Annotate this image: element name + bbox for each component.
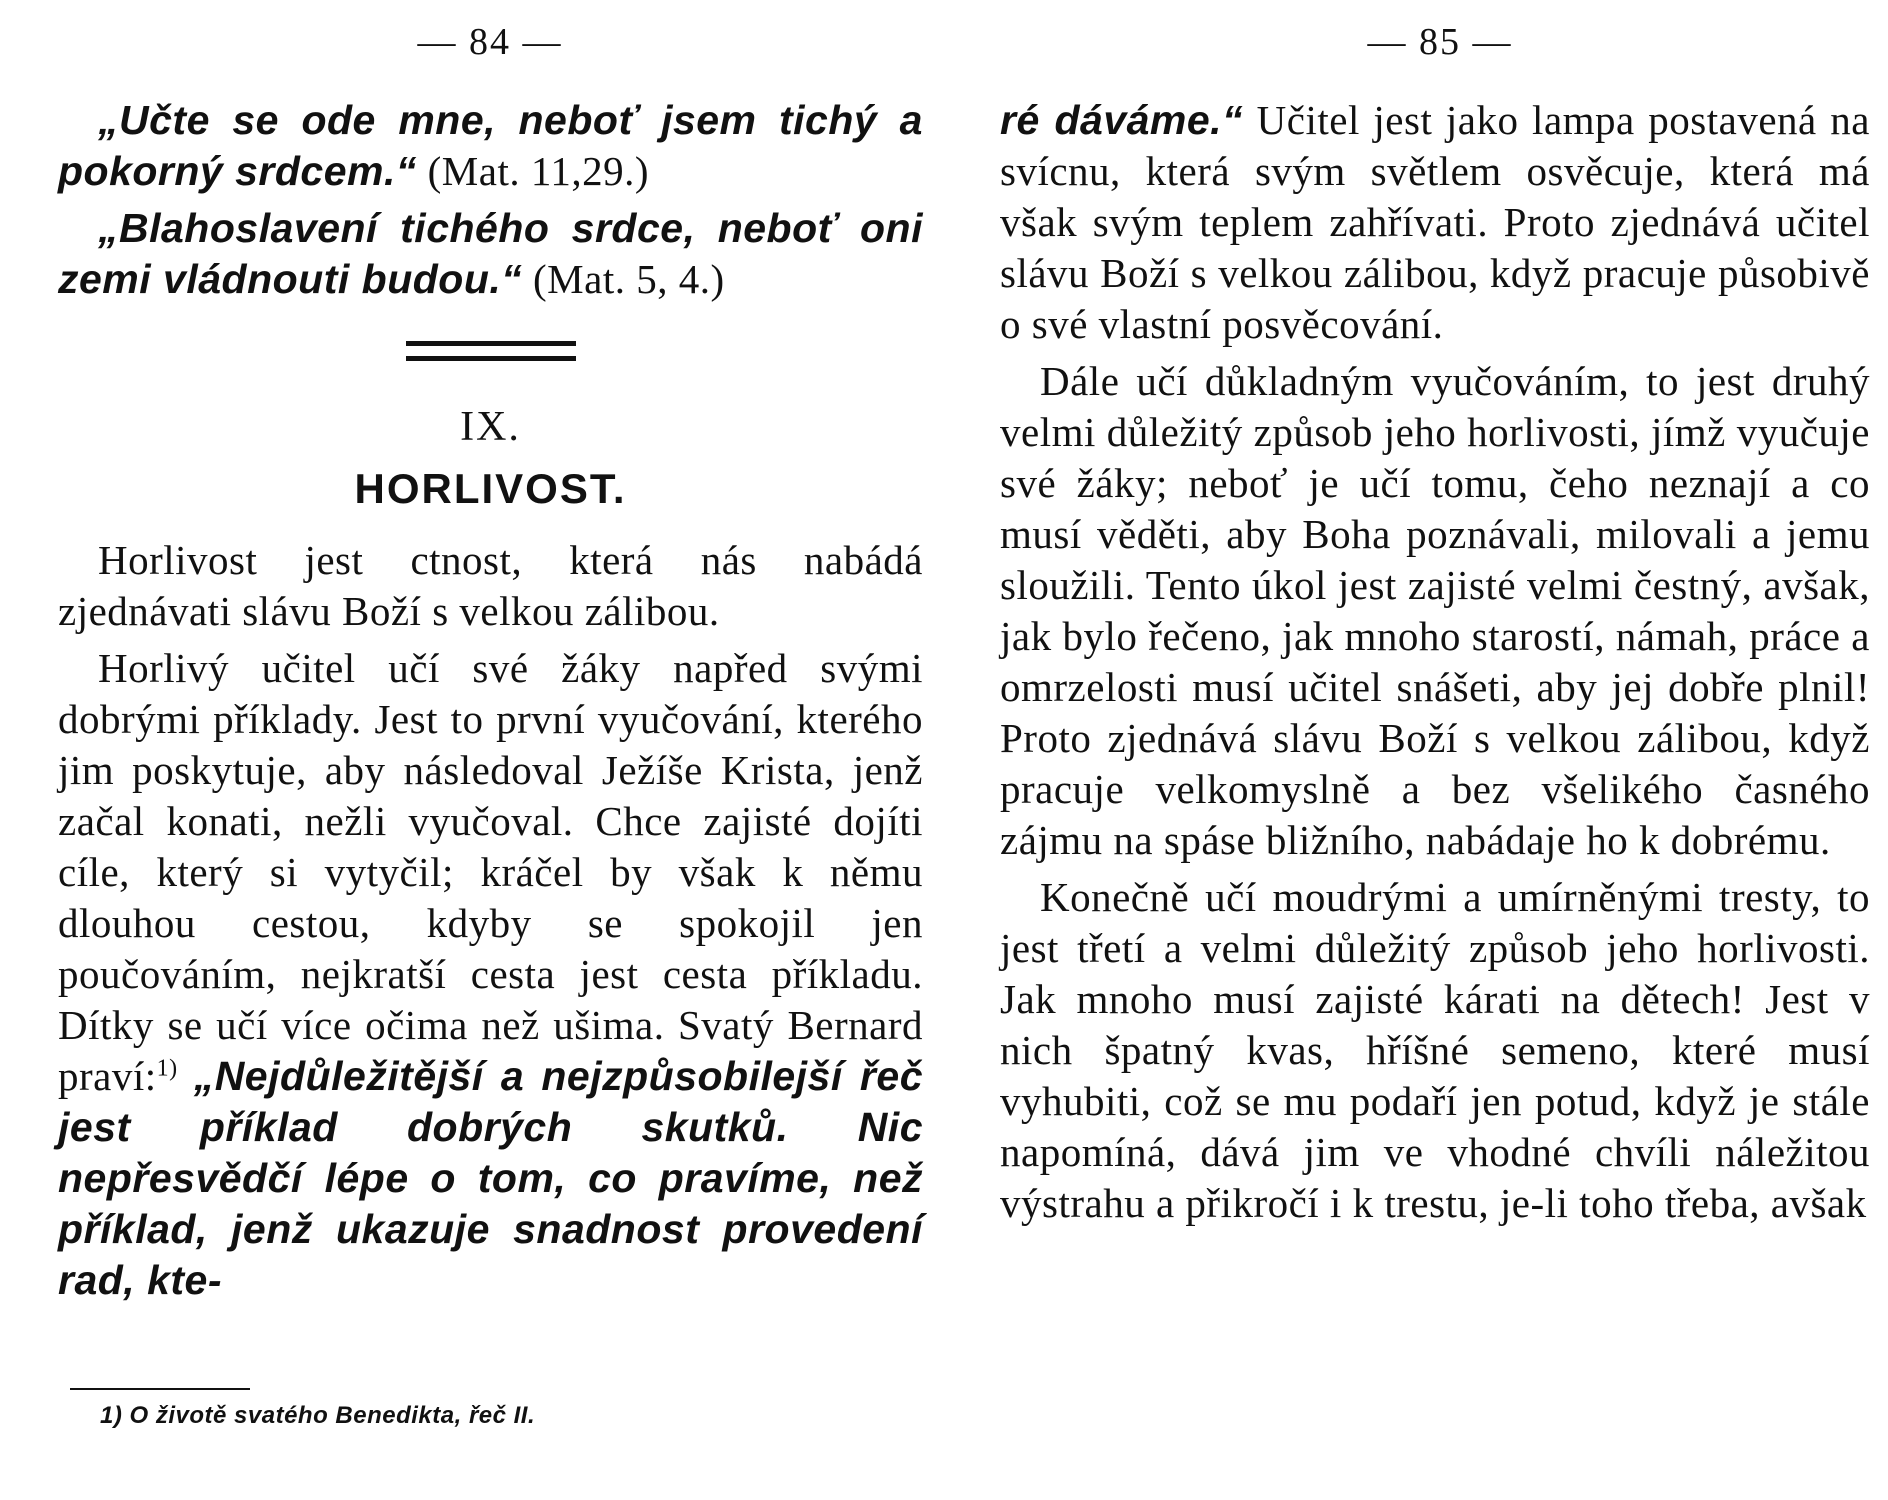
left-page [40,0,923,1500]
paragraph [1000,95,1870,350]
quote-mat-5-4 [58,203,923,305]
quote-text: „Učte se ode mne, neboť jsem tichý a pokorný srdcem.“ [58,97,923,194]
quote-text: „Blahoslavení tichého srdce, neboť oni zemi vládnouti budou.“ [58,205,923,302]
footnote-marker: 1) [156,1055,178,1082]
chapter-number: IX. [460,404,521,450]
left-page-body [58,95,923,1306]
footnote-divider [70,1388,250,1390]
paragraph: Konečně učí moudrými a umírněnými tresty, to jest třetí a velmi důležitý způsob jeho horlivosti. Jak mnoho musí zajisté kárati na dětech! Jest v nich špatný kvas, hříšné semeno, které musí vyhubiti, což se mu podaří jen potud, když je stále napomíná, dává jim ve vhodné chvíli náležitou výstrahu a přikročí i k trestu, je-li toho třeba, avšak [1000,874,1870,1226]
paragraph: Horlivost jest ctnost, která nás nabádá zjednávati slávu Boží s velkou zálibou. [58,537,923,634]
quote-mat-11-29 [58,95,923,197]
paragraph-text: Učitel jest jako lampa postavená na svícnu, která svým světlem osvěcuje, která má však svým teplem zahřívati. Proto zjednává učitel slávu Boží s velkou zálibou, když pracuje působivě o své vlastní posvěcování. [1000,97,1871,347]
double-rule-divider [406,341,576,361]
right-page [1000,0,1880,1500]
paragraph: Dále učí důkladným vyučováním, to jest druhý velmi důležitý způsob jeho horlivosti, jímž vyučuje své žáky; neboť je učí tomu, čeho neznají a co musí věděti, aby Boha poznávali, milovali a jemu sloužili. Tento úkol jest zajisté velmi čestný, avšak, jak bylo řečeno, jak mnoho starostí, námah, práce a omrzelosti musí učitel snášeti, aby jej dobře plnil! Proto zjednává slávu Boží s velkou zálibou, když pracuje velkomyslně a bez všelikého časného zájmu na spáse bližního, nabádaje ho k dobrému. [1000,358,1870,863]
quote-reference: (Mat. 11,29.) [427,148,649,194]
paragraph-text: Horlivý učitel učí své žáky napřed svými dobrými příklady. Jest to první vyučování, kterého jim poskytuje, aby následoval Ježíše Krista, jenž začal konati, nežli vyučoval. Chce zajisté dojíti cíle, který si vytyčil; kráčel by však k němu dlouhou cestou, kdyby se spokojil jen poučováním, nejkratší cesta jest cesta příkladu. Dítky se učí více očima než ušima. Svatý Bernard praví: [58,645,923,1099]
quote-reference: (Mat. 5, 4.) [533,256,725,302]
bernard-quote: „Nejdůležitější a nejzpůsobilejší řeč jest příklad dobrých skutků. Nic nepřesvědčí lépe o tom, co pravíme, než příklad, jenž ukazuje snadnost provedení rad, kte- [58,1053,923,1303]
chapter-title: HORLIVOST. [354,465,627,512]
quote-continuation: ré dáváme.“ [1000,97,1244,143]
page-number: — 84 — [417,21,563,63]
page-number: — 85 — [1367,21,1513,63]
footnote: 1) O životě svatého Benedikta, řeč II. [100,1402,536,1429]
right-page-body [1000,95,1870,1229]
paragraph [58,643,923,1306]
